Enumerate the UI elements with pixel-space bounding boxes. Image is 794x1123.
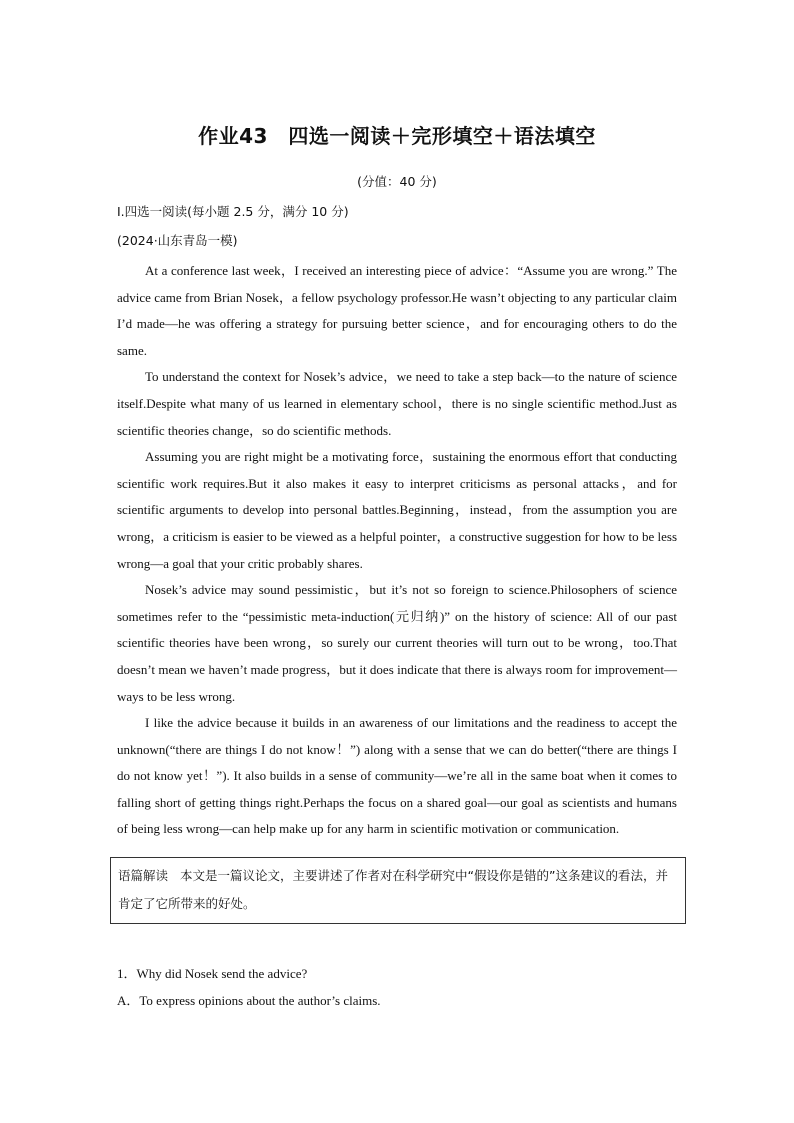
summary-text: 本文是一篇议论文，主要讲述了作者对在科学研究中“假设你是错的”这条建议的看法，并肯定了它所带来的好处。 [118, 868, 668, 911]
passage-summary-box [110, 857, 686, 924]
section-heading: Ⅰ.四选一阅读(每小题 2.5 分，满分 10 分) [117, 204, 349, 219]
reading-passage [117, 258, 677, 843]
question-1 [117, 960, 381, 1014]
passage-paragraph-5: I like the advice because it builds in an awareness of our limitations and the readiness to accept the unknown(“there are things I do not know！”) along with a sense that we can do better(“there are things I do not know yet！”). It also builds in a sense of community—we’re all in the same boat when it comes to falling short of getting things right.Perhaps the focus on a shared goal—our goal as scientists and humans of being less wrong—can help make up for any harm in scientific motivation or communication. [117, 715, 677, 837]
score-info: (分值：40 分) [357, 174, 437, 189]
passage-source: (2024·山东青岛一模) [117, 233, 238, 248]
passage-paragraph-2: To understand the context for Nosek’s advice，we need to take a step back—to the nature of science itself.Despite what many of us learned in elementary school，there is no single scientific method.Just as scientific theories change，so do scientific methods. [117, 369, 677, 438]
passage-paragraph-3: Assuming you are right might be a motivating force，sustaining the enormous effort that conducting scientific work requires.But it also makes it easy to interpret criticisms as personal attacks，and for scientific arguments to develop into personal battles.Beginning，instead，from the assumption you are wrong，a criticism is easier to be viewed as a helpful pointer，a constructive suggestion for how to be less wrong—a goal that your critic probably shares. [117, 449, 677, 571]
question-stem: 1．Why did Nosek send the advice? [117, 966, 308, 981]
page-title: 作业43 四选一阅读＋完形填空＋语法填空 [198, 124, 596, 148]
summary-label: 语篇解读 [118, 868, 169, 883]
passage-paragraph-1: At a conference last week，I received an interesting piece of advice：“Assume you are wrong.” The advice came from Brian Nosek，a fellow psychology professor.He wasn’t objecting to any particular claim I’d made—he was offering a strategy for pursuing better science，and for encouraging others to do the same. [117, 263, 677, 358]
passage-paragraph-4: Nosek’s advice may sound pessimistic，but it’s not so foreign to science.Philosophers of science sometimes refer to the “pessimistic meta-induction(元归纳)” on the history of science: All of our past scientific theories have been wrong，so surely our current theories will turn out to be wrong，too.That doesn’t mean we haven’t made progress，but it does indicate that there is always room for improvement—ways to be less wrong. [117, 582, 677, 704]
question-option-a: A．To express opinions about the author’s claims. [117, 993, 381, 1008]
